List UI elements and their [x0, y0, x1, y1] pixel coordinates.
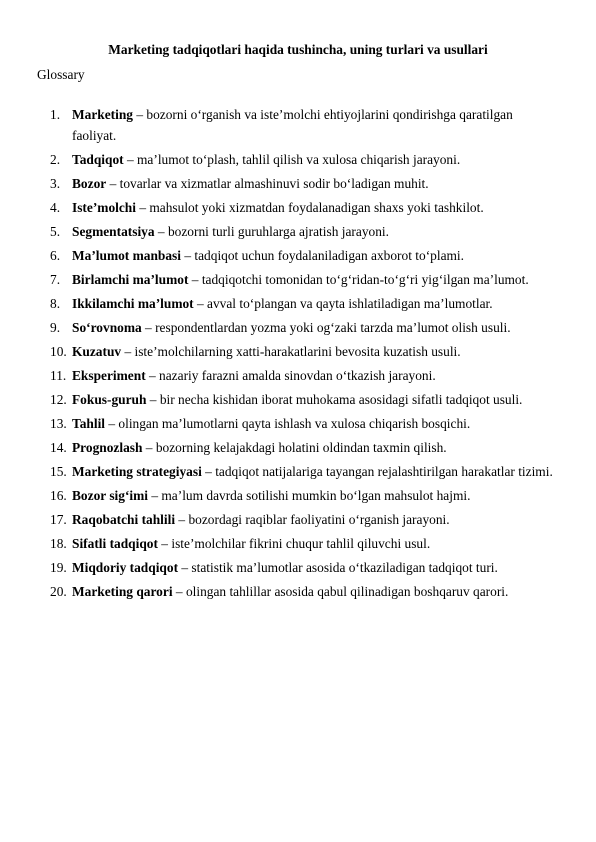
item-definition: – iste’molchilar fikrini chuqur tahlil qiluvchi usul. [157, 536, 431, 551]
glossary-item [0, 317, 596, 338]
glossary-item [0, 485, 596, 506]
item-definition: – avval to‘plangan va qayta ishlatiladigan ma’lumotlar. [193, 296, 493, 311]
item-term: Sifatli tadqiqot [72, 536, 158, 551]
glossary-item [0, 509, 596, 530]
item-term: Bozor sig‘imi [72, 488, 148, 503]
glossary-item [0, 581, 596, 602]
glossary-item [0, 293, 596, 314]
item-number: 19. [50, 560, 67, 575]
item-term: Ma’lumot manbasi [72, 248, 181, 263]
item-term: Tadqiqot [72, 152, 124, 167]
item-term: Marketing qarori [72, 584, 173, 599]
item-number: 12. [50, 392, 67, 407]
item-number: 3. [50, 176, 61, 191]
section-label: Glossary [37, 67, 85, 82]
item-number: 9. [50, 320, 61, 335]
item-term: Marketing strategiyasi [72, 464, 202, 479]
item-definition: – bozorni turli guruhlarga ajratish jarayoni. [154, 224, 389, 239]
item-definition: – bozordagi raqiblar faoliyatini o‘rganish jarayoni. [175, 512, 450, 527]
item-number: 11. [50, 368, 67, 383]
glossary-item [0, 365, 596, 386]
item-definition: – bozorni o‘rganish va iste’molchi ehtiyojlarini qondirishga qaratilgan faoliyat. [72, 107, 513, 143]
item-number: 16. [50, 488, 67, 503]
item-number: 7. [50, 272, 61, 287]
glossary-item [0, 341, 596, 362]
item-number: 6. [50, 248, 61, 263]
item-definition: – bir necha kishidan iborat muhokama asosidagi sifatli tadqiqot usuli. [146, 392, 523, 407]
item-term: Kuzatuv [72, 344, 122, 359]
item-number: 20. [50, 584, 67, 599]
glossary-item [0, 104, 596, 146]
item-number: 10. [50, 344, 67, 359]
item-number: 15. [50, 464, 67, 479]
item-term: Fokus-guruh [72, 392, 147, 407]
item-definition: – olingan tahlillar asosida qabul qilinadigan boshqaruv qarori. [172, 584, 509, 599]
item-number: 17. [50, 512, 67, 527]
document-title: Marketing tadqiqotlari haqida tushincha, uning turlari va usullari [108, 42, 488, 57]
glossary-item [0, 149, 596, 170]
item-term: Tahlil [72, 416, 106, 431]
glossary-list [0, 104, 596, 605]
item-term: So‘rovnoma [72, 320, 142, 335]
item-term: Iste’molchi [72, 200, 136, 215]
item-definition: – olingan ma’lumotlarni qayta ishlash va xulosa chiqarish bosqichi. [105, 416, 471, 431]
glossary-item [0, 413, 596, 434]
item-definition: – respondentlardan yozma yoki og‘zaki tarzda ma’lumot olish usuli. [141, 320, 511, 335]
item-definition: – nazariy farazni amalda sinovdan o‘tkazish jarayoni. [145, 368, 436, 383]
item-number: 2. [50, 152, 61, 167]
glossary-item [0, 245, 596, 266]
item-definition: – tovarlar va xizmatlar almashinuvi sodir bo‘ladigan muhit. [106, 176, 429, 191]
glossary-item [0, 437, 596, 458]
item-definition: – bozorning kelajakdagi holatini oldindan taxmin qilish. [142, 440, 447, 455]
item-definition: – tadqiqot natijalariga tayangan rejalashtirilgan harakatlar tizimi. [201, 464, 553, 479]
item-term: Miqdoriy tadqiqot [72, 560, 179, 575]
item-number: 13. [50, 416, 67, 431]
item-term: Bozor [72, 176, 107, 191]
item-definition: – ma’lum davrda sotilishi mumkin bo‘lgan mahsulot hajmi. [148, 488, 471, 503]
item-term: Eksperiment [72, 368, 146, 383]
glossary-item [0, 173, 596, 194]
item-term: Ikkilamchi ma’lumot [72, 296, 194, 311]
item-number: 1. [50, 107, 61, 122]
glossary-item [0, 221, 596, 242]
glossary-item [0, 197, 596, 218]
item-number: 4. [50, 200, 61, 215]
item-term: Prognozlash [72, 440, 143, 455]
item-definition: – mahsulot yoki xizmatdan foydalanadigan shaxs yoki tashkilot. [135, 200, 484, 215]
item-term: Birlamchi ma’lumot [72, 272, 189, 287]
item-number: 14. [50, 440, 67, 455]
item-definition: – ma’lumot to‘plash, tahlil qilish va xulosa chiqarish jarayoni. [123, 152, 461, 167]
glossary-item [0, 557, 596, 578]
item-definition: – statistik ma’lumotlar asosida o‘tkaziladigan tadqiqot turi. [178, 560, 498, 575]
glossary-item [0, 461, 596, 482]
glossary-item [0, 389, 596, 410]
item-term: Marketing [72, 107, 133, 122]
item-term: Segmentatsiya [72, 224, 155, 239]
item-definition: – tadqiqot uchun foydalaniladigan axborot to‘plami. [181, 248, 464, 263]
item-definition: – iste’molchilarning xatti-harakatlarini bevosita kuzatish usuli. [121, 344, 461, 359]
item-term: Raqobatchi tahlili [72, 512, 176, 527]
item-number: 8. [50, 296, 61, 311]
item-number: 5. [50, 224, 61, 239]
glossary-item [0, 533, 596, 554]
item-definition: – tadqiqotchi tomonidan to‘g‘ridan-to‘g‘ri yig‘ilgan ma’lumot. [188, 272, 529, 287]
glossary-item [0, 269, 596, 290]
item-number: 18. [50, 536, 67, 551]
